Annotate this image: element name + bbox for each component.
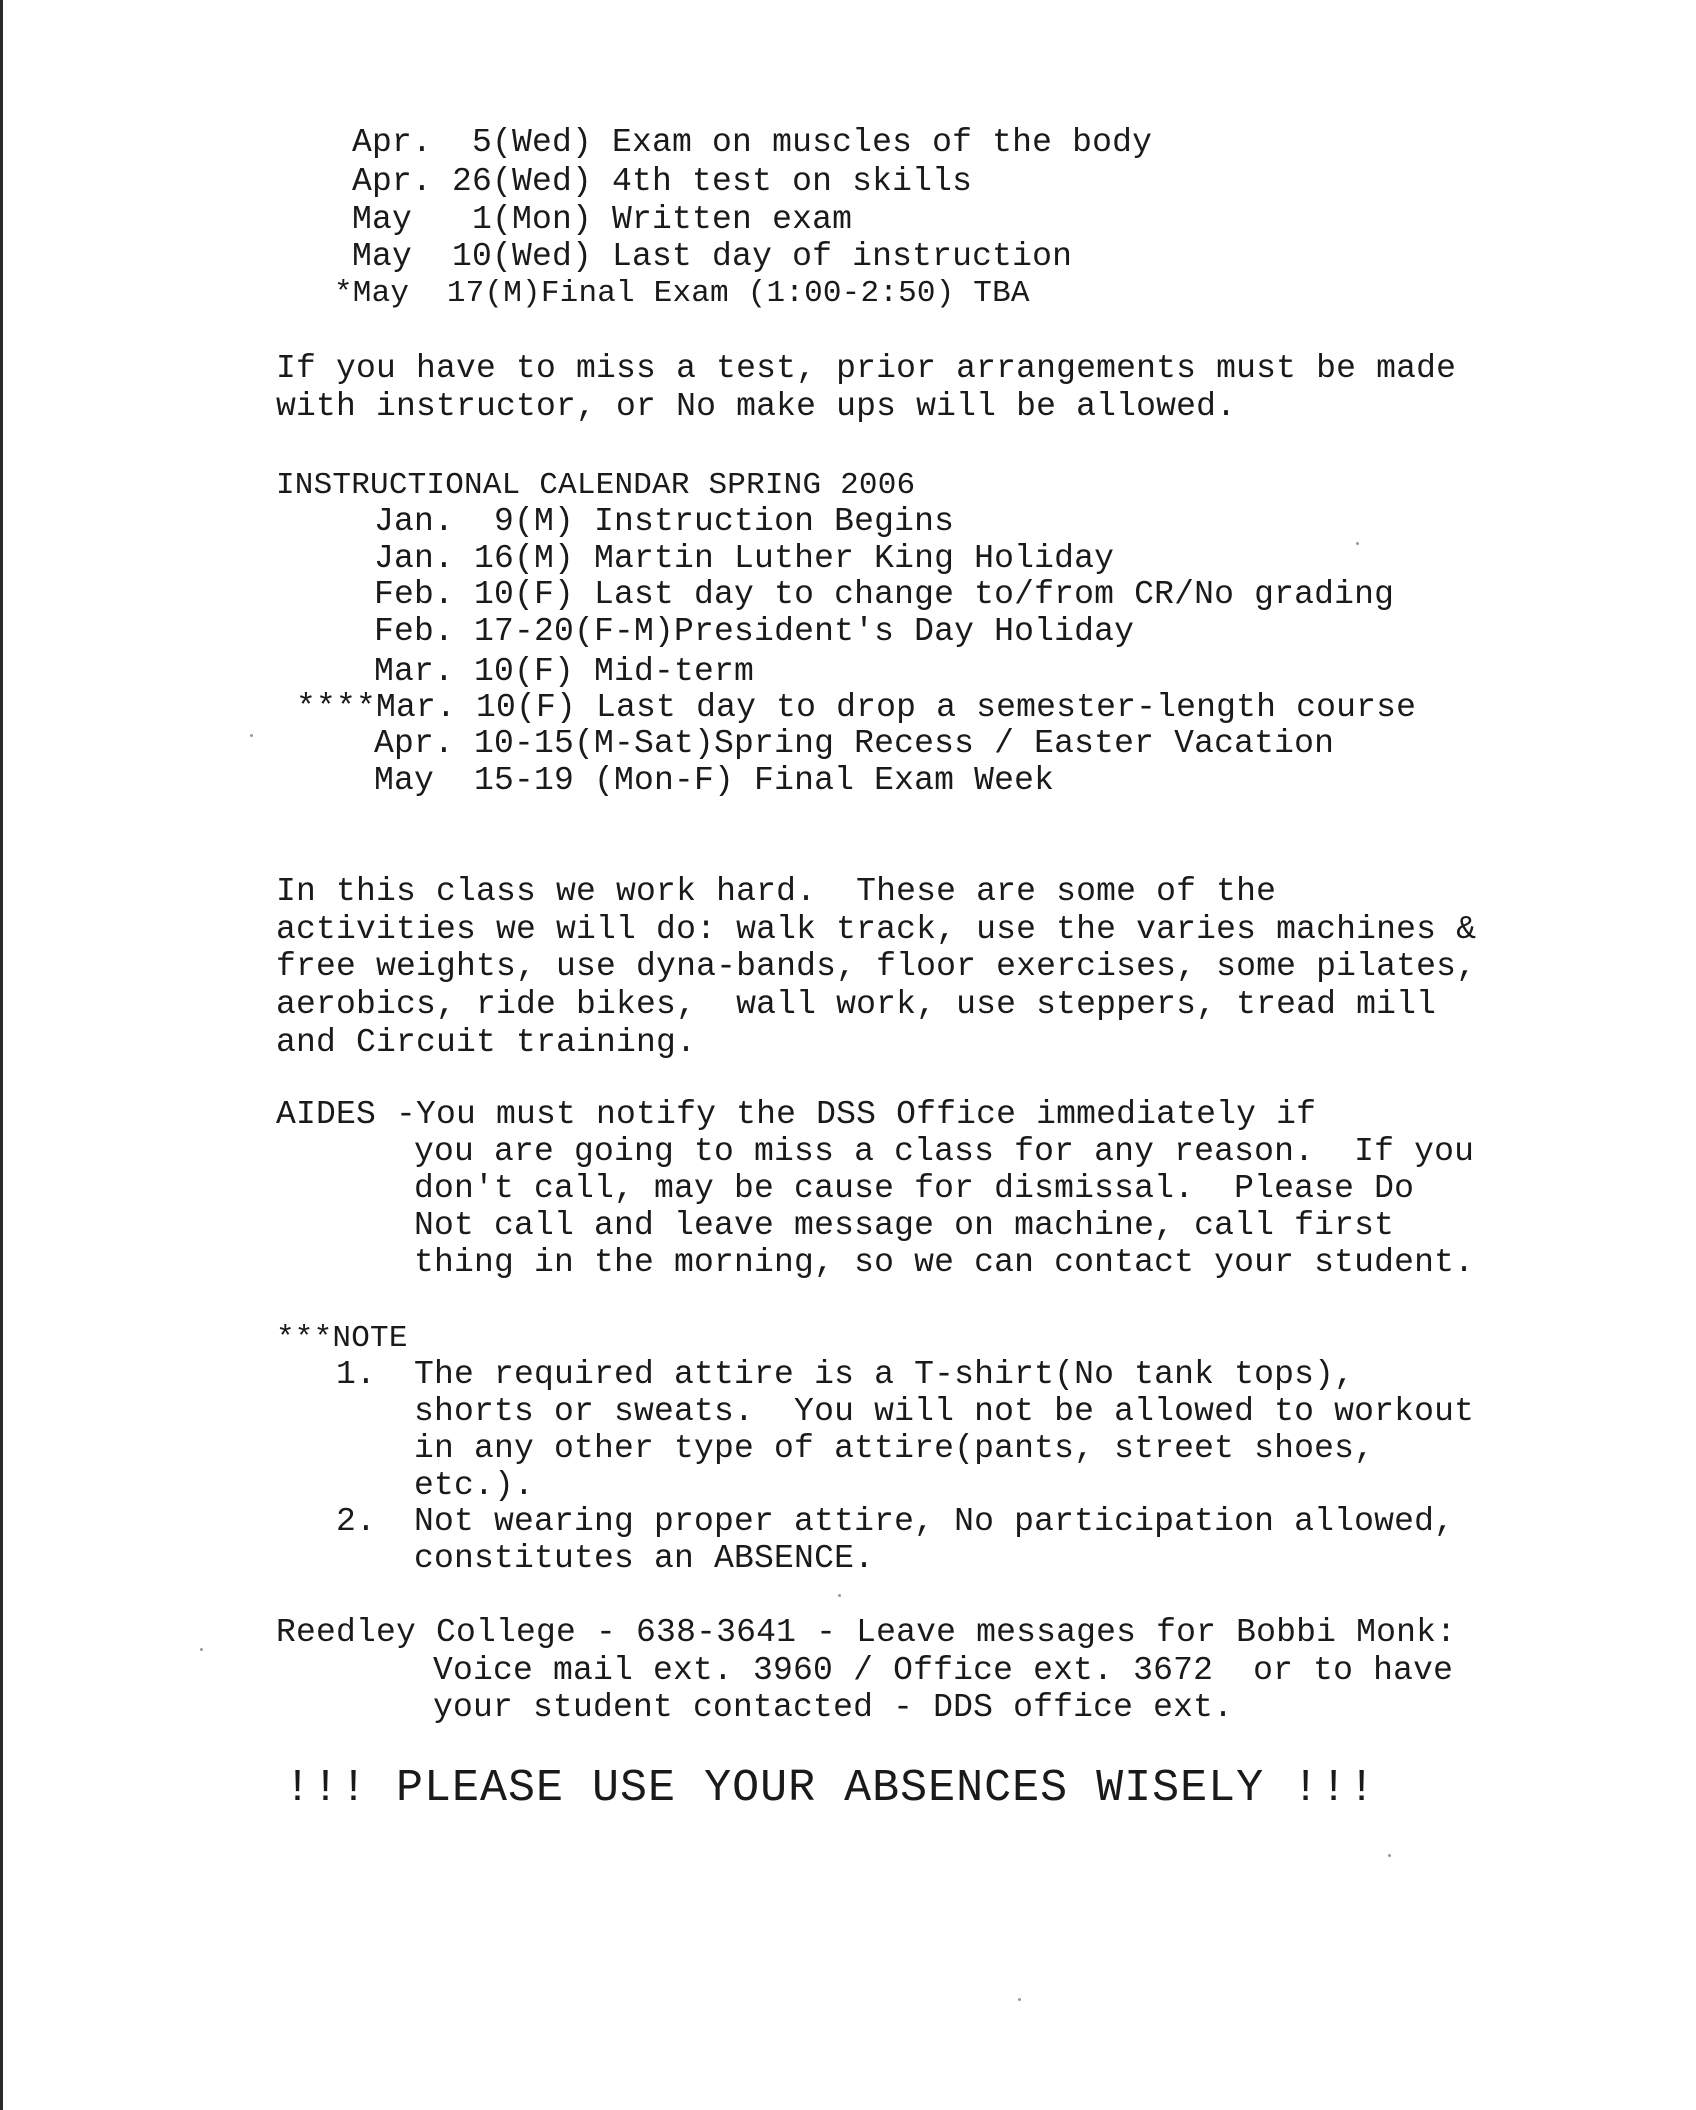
calendar-row: ****Mar. 10(F) Last day to drop a semester-length course bbox=[296, 689, 1417, 726]
closing-banner: !!! PLEASE USE YOUR ABSENCES WISELY !!! bbox=[284, 1763, 1377, 1814]
paragraph-line: your student contacted - DDS office ext. bbox=[433, 1689, 1234, 1726]
note-item-line: shorts or sweats. You will not be allowed to workout bbox=[414, 1393, 1475, 1430]
scan-speck bbox=[250, 734, 253, 737]
exam-schedule-row: May 10(Wed) Last day of instruction bbox=[352, 238, 1073, 275]
note-item-number: 1. bbox=[336, 1356, 377, 1393]
paragraph-line: Reedley College - 638-3641 - Leave messages for Bobbi Monk: bbox=[276, 1614, 1457, 1651]
calendar-row: Feb. 17-20(F-M)President's Day Holiday bbox=[374, 613, 1135, 650]
note-item-number: 2. bbox=[336, 1503, 377, 1540]
calendar-row: Jan. 9(M) Instruction Begins bbox=[374, 503, 955, 540]
note-item-line: constitutes an ABSENCE. bbox=[414, 1540, 875, 1577]
paragraph-line: activities we will do: walk track, use the varies machines & bbox=[276, 911, 1477, 948]
calendar-row: Jan. 16(M) Martin Luther King Holiday bbox=[374, 540, 1115, 577]
exam-schedule-row: *May 17(M)Final Exam (1:00-2:50) TBA bbox=[334, 276, 1030, 311]
calendar-row: Mar. 10(F) Mid-term bbox=[374, 653, 755, 690]
paragraph-line: with instructor, or No make ups will be allowed. bbox=[276, 388, 1237, 425]
paragraph-line: you are going to miss a class for any reason. If you bbox=[414, 1133, 1475, 1170]
paragraph-line: Not call and leave message on machine, call first bbox=[414, 1207, 1395, 1244]
scan-speck bbox=[838, 1594, 841, 1597]
note-item-line: Not wearing proper attire, No participation allowed, bbox=[414, 1503, 1455, 1540]
note-item-line: etc.). bbox=[414, 1467, 535, 1504]
scan-speck bbox=[1356, 542, 1359, 545]
scan-speck bbox=[200, 1648, 203, 1651]
calendar-row: Apr. 10-15(M-Sat)Spring Recess / Easter Vacation bbox=[374, 725, 1335, 762]
note-item-line: in any other type of attire(pants, street shoes, bbox=[414, 1430, 1375, 1467]
paragraph-line: Voice mail ext. 3960 / Office ext. 3672 or to have bbox=[433, 1652, 1454, 1689]
calendar-row: May 15-19 (Mon-F) Final Exam Week bbox=[374, 762, 1055, 799]
exam-schedule-row: May 1(Mon) Written exam bbox=[352, 201, 853, 238]
paragraph-line: and Circuit training. bbox=[276, 1024, 697, 1061]
paragraph-line: In this class we work hard. These are some of the bbox=[276, 873, 1277, 910]
paragraph-line: don't call, may be cause for dismissal. Please Do bbox=[414, 1170, 1415, 1207]
calendar-heading: INSTRUCTIONAL CALENDAR SPRING 2006 bbox=[276, 468, 916, 503]
paragraph-line: thing in the morning, so we can contact your student. bbox=[414, 1244, 1475, 1281]
note-heading: ***NOTE bbox=[276, 1321, 408, 1356]
calendar-row: Feb. 10(F) Last day to change to/from CR/No grading bbox=[374, 576, 1395, 613]
paragraph-line: aerobics, ride bikes, wall work, use steppers, tread mill bbox=[276, 986, 1437, 1023]
exam-schedule-row: Apr. 5(Wed) Exam on muscles of the body bbox=[352, 124, 1153, 161]
scan-speck bbox=[1018, 1998, 1021, 2001]
paragraph-line: AIDES -You must notify the DSS Office immediately if bbox=[276, 1096, 1317, 1133]
scan-speck bbox=[1388, 1854, 1391, 1857]
note-item-line: The required attire is a T-shirt(No tank tops), bbox=[414, 1356, 1355, 1393]
paragraph-line: If you have to miss a test, prior arrangements must be made bbox=[276, 350, 1457, 387]
exam-schedule-row: Apr. 26(Wed) 4th test on skills bbox=[352, 163, 973, 200]
paragraph-line: free weights, use dyna-bands, floor exercises, some pilates, bbox=[276, 948, 1477, 985]
